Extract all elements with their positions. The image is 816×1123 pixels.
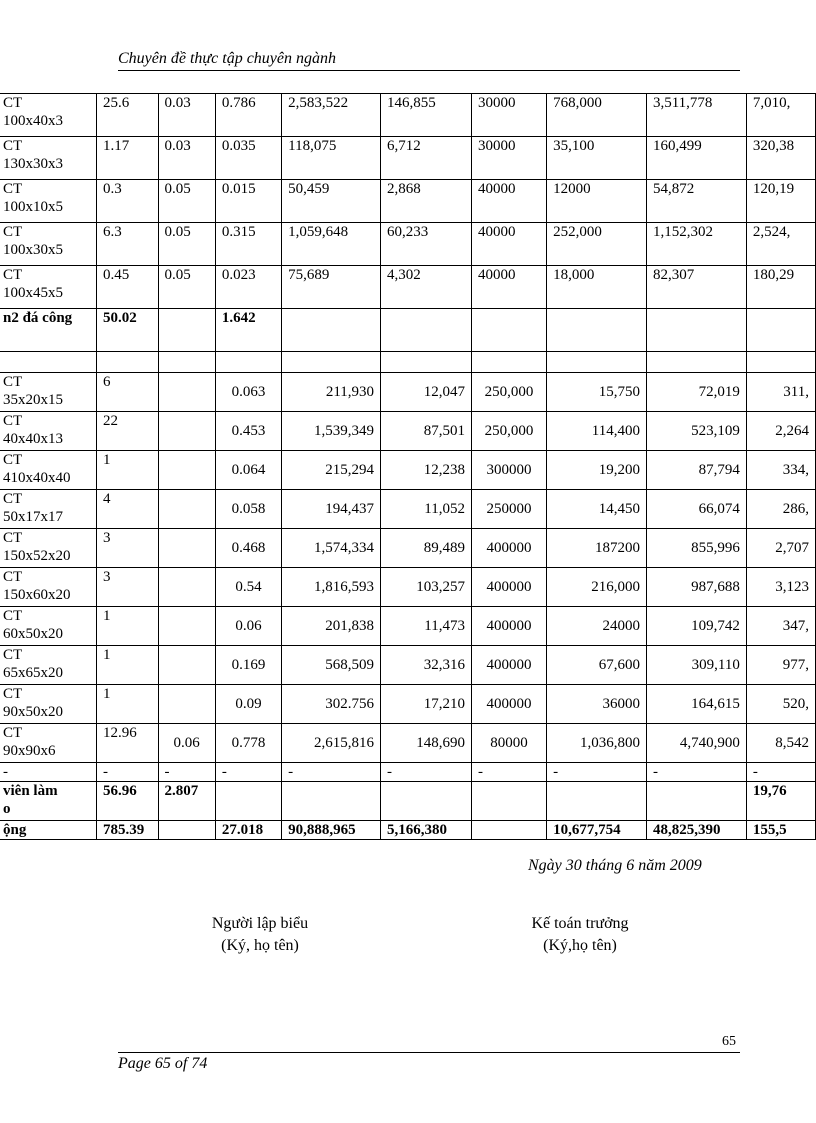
cell-c8: 66,074 bbox=[646, 490, 746, 529]
cell-c7: 114,400 bbox=[547, 412, 647, 451]
cell-c2 bbox=[158, 373, 215, 412]
table-row bbox=[0, 137, 816, 180]
cell bbox=[158, 352, 215, 373]
cell-c6: 30000 bbox=[471, 137, 546, 180]
cell-c2: 0.05 bbox=[158, 180, 215, 223]
accountant-title: Kế toán trưởng bbox=[531, 915, 629, 932]
table-row bbox=[0, 607, 816, 646]
cell-c7: 14,450 bbox=[547, 490, 647, 529]
cell-c3: 0.064 bbox=[215, 451, 281, 490]
item-name-line: 35x20x15 bbox=[3, 392, 63, 408]
cell-c2 bbox=[158, 412, 215, 451]
cell-c3: 0.023 bbox=[215, 266, 281, 309]
signature-chief-accountant bbox=[505, 913, 655, 957]
cell-c2: 0.03 bbox=[158, 137, 215, 180]
item-name bbox=[0, 94, 96, 137]
cell-c5: 146,855 bbox=[381, 94, 472, 137]
cell-c8: 54,872 bbox=[646, 180, 746, 223]
cell bbox=[381, 782, 472, 821]
header-divider bbox=[118, 70, 740, 71]
cell-c3: 0.063 bbox=[215, 373, 281, 412]
cell-c9: 8,542 bbox=[746, 724, 815, 763]
dash-cell: - bbox=[215, 763, 281, 782]
dash-cell: - bbox=[158, 763, 215, 782]
item-name-line: 40x40x13 bbox=[3, 431, 63, 447]
table-body-subtotal-1 bbox=[0, 309, 816, 373]
cell-c8: 72,019 bbox=[646, 373, 746, 412]
cell-c3: 0.015 bbox=[215, 180, 281, 223]
table-body-totals bbox=[0, 763, 816, 840]
cell-c5: 17,210 bbox=[381, 685, 472, 724]
item-name-line: CT bbox=[3, 138, 23, 154]
total-c4: 90,888,965 bbox=[282, 821, 381, 840]
cell-c2: 0.05 bbox=[158, 223, 215, 266]
item-name-line: CT bbox=[3, 686, 23, 702]
cell-c6: 30000 bbox=[471, 94, 546, 137]
cell-c5: 12,047 bbox=[381, 373, 472, 412]
dash-row bbox=[0, 763, 816, 782]
table-row bbox=[0, 568, 816, 607]
cell-c6: 250000 bbox=[471, 490, 546, 529]
cell-c4: 211,930 bbox=[282, 373, 381, 412]
cost-table-wrapper bbox=[0, 93, 816, 840]
subtotal2-label-line1: viên làm bbox=[3, 783, 58, 799]
cell-c7: 15,750 bbox=[547, 373, 647, 412]
cell-c6: 400000 bbox=[471, 646, 546, 685]
cell-c4: 215,294 bbox=[282, 451, 381, 490]
cell-c4: 1,574,334 bbox=[282, 529, 381, 568]
cell bbox=[282, 352, 381, 373]
item-name-line: CT bbox=[3, 530, 23, 546]
cell-c1: 1 bbox=[96, 607, 158, 646]
cell-c7: 67,600 bbox=[547, 646, 647, 685]
cell bbox=[215, 352, 281, 373]
cell bbox=[158, 309, 215, 352]
cell bbox=[646, 352, 746, 373]
table-row bbox=[0, 94, 816, 137]
cell bbox=[471, 782, 546, 821]
cell-c5: 11,052 bbox=[381, 490, 472, 529]
item-name-line: 410x40x40 bbox=[3, 470, 71, 486]
subtotal2-label bbox=[0, 782, 96, 821]
footer-page-text: Page 65 of 74 bbox=[118, 1055, 208, 1072]
cell-c4: 1,059,648 bbox=[282, 223, 381, 266]
table-row bbox=[0, 266, 816, 309]
cell-c2: 0.03 bbox=[158, 94, 215, 137]
page-number: 65 bbox=[722, 1034, 736, 1049]
cell-c1: 1 bbox=[96, 685, 158, 724]
cell-c3: 0.315 bbox=[215, 223, 281, 266]
cell bbox=[646, 309, 746, 352]
table-row bbox=[0, 373, 816, 412]
cell-c2 bbox=[158, 529, 215, 568]
cell-c4: 568,509 bbox=[282, 646, 381, 685]
cell-c5: 89,489 bbox=[381, 529, 472, 568]
cell-c9: 520, bbox=[746, 685, 815, 724]
cell-c8: 87,794 bbox=[646, 451, 746, 490]
cell-c8: 1,152,302 bbox=[646, 223, 746, 266]
cell bbox=[381, 352, 472, 373]
cell-c8: 523,109 bbox=[646, 412, 746, 451]
subtotal2-c9: 19,76 bbox=[746, 782, 815, 821]
cell-c6: 40000 bbox=[471, 223, 546, 266]
cell bbox=[215, 782, 281, 821]
total-c8: 48,825,390 bbox=[646, 821, 746, 840]
cell-c9: 2,264 bbox=[746, 412, 815, 451]
cell bbox=[471, 309, 546, 352]
cell-c1: 1 bbox=[96, 646, 158, 685]
item-name bbox=[0, 373, 96, 412]
cell-c1: 22 bbox=[96, 412, 158, 451]
cell-c1: 4 bbox=[96, 490, 158, 529]
dash-cell: - bbox=[381, 763, 472, 782]
cell-c9: 977, bbox=[746, 646, 815, 685]
total-volume: 27.018 bbox=[215, 821, 281, 840]
cell-c1: 25.6 bbox=[96, 94, 158, 137]
cell-c5: 4,302 bbox=[381, 266, 472, 309]
cell-c4: 201,838 bbox=[282, 607, 381, 646]
cell-c7: 24000 bbox=[547, 607, 647, 646]
cell-c9: 286, bbox=[746, 490, 815, 529]
cell-c7: 216,000 bbox=[547, 568, 647, 607]
cell-c7: 252,000 bbox=[547, 223, 647, 266]
page-header-title: Chuyên đề thực tập chuyên ngành bbox=[118, 50, 336, 67]
cell-c5: 103,257 bbox=[381, 568, 472, 607]
item-name bbox=[0, 607, 96, 646]
dash-cell: - bbox=[646, 763, 746, 782]
spacer-row bbox=[0, 352, 816, 373]
cell-c7: 187200 bbox=[547, 529, 647, 568]
dash-cell: - bbox=[282, 763, 381, 782]
table-row bbox=[0, 412, 816, 451]
item-name bbox=[0, 724, 96, 763]
item-name-line: 50x17x17 bbox=[3, 509, 63, 525]
table-row bbox=[0, 490, 816, 529]
subtotal2-row bbox=[0, 782, 816, 821]
dash-cell: - bbox=[471, 763, 546, 782]
footer-divider bbox=[118, 1052, 740, 1053]
item-name-line: 90x90x6 bbox=[3, 743, 56, 759]
cell-c6: 300000 bbox=[471, 451, 546, 490]
total-c7: 10,677,754 bbox=[547, 821, 647, 840]
table-row bbox=[0, 724, 816, 763]
cell-c8: 309,110 bbox=[646, 646, 746, 685]
cell-c5: 11,473 bbox=[381, 607, 472, 646]
cell-c7: 18,000 bbox=[547, 266, 647, 309]
cell-c3: 0.453 bbox=[215, 412, 281, 451]
cell-c6: 250,000 bbox=[471, 373, 546, 412]
cell bbox=[96, 352, 158, 373]
cell-c6: 400000 bbox=[471, 529, 546, 568]
subtotal-row bbox=[0, 309, 816, 352]
table-row bbox=[0, 451, 816, 490]
cell-c4: 75,689 bbox=[282, 266, 381, 309]
subtotal2-qty: 56.96 bbox=[96, 782, 158, 821]
cell-c1: 1.17 bbox=[96, 137, 158, 180]
cell-c4: 2,615,816 bbox=[282, 724, 381, 763]
cell-c9: 7,010, bbox=[746, 94, 815, 137]
cell bbox=[471, 821, 546, 840]
cell-c6: 250,000 bbox=[471, 412, 546, 451]
cell-c9: 3,123 bbox=[746, 568, 815, 607]
item-name bbox=[0, 529, 96, 568]
cell-c2: 0.06 bbox=[158, 724, 215, 763]
item-name-line: CT bbox=[3, 95, 23, 111]
item-name-line: CT bbox=[3, 725, 23, 741]
cell-c1: 3 bbox=[96, 529, 158, 568]
cell-c4: 50,459 bbox=[282, 180, 381, 223]
cell-c2 bbox=[158, 451, 215, 490]
cell-c1: 0.3 bbox=[96, 180, 158, 223]
cell-c1: 1 bbox=[96, 451, 158, 490]
table-row bbox=[0, 646, 816, 685]
cell-c1: 0.45 bbox=[96, 266, 158, 309]
cell-c9: 120,19 bbox=[746, 180, 815, 223]
cell bbox=[282, 782, 381, 821]
cell-c5: 60,233 bbox=[381, 223, 472, 266]
cell-c7: 35,100 bbox=[547, 137, 647, 180]
item-name-line: 150x52x20 bbox=[3, 548, 71, 564]
cell-c3: 0.058 bbox=[215, 490, 281, 529]
cell-c7: 1,036,800 bbox=[547, 724, 647, 763]
cell-c1: 6.3 bbox=[96, 223, 158, 266]
item-name-line: 100x40x3 bbox=[3, 113, 63, 129]
item-name bbox=[0, 568, 96, 607]
accountant-note: (Ký,họ tên) bbox=[543, 937, 617, 954]
total-c5: 5,166,380 bbox=[381, 821, 472, 840]
cell-c9: 320,38 bbox=[746, 137, 815, 180]
cell-c3: 0.778 bbox=[215, 724, 281, 763]
cell bbox=[646, 782, 746, 821]
dash-cell: - bbox=[547, 763, 647, 782]
cell-c7: 19,200 bbox=[547, 451, 647, 490]
cell-c5: 6,712 bbox=[381, 137, 472, 180]
cell-c2 bbox=[158, 568, 215, 607]
cell-c3: 0.54 bbox=[215, 568, 281, 607]
cell-c6: 400000 bbox=[471, 568, 546, 607]
cell-c2 bbox=[158, 685, 215, 724]
cell-c8: 160,499 bbox=[646, 137, 746, 180]
dash-cell: - bbox=[746, 763, 815, 782]
cell-c4: 1,816,593 bbox=[282, 568, 381, 607]
item-name-line: 150x60x20 bbox=[3, 587, 71, 603]
item-name bbox=[0, 646, 96, 685]
cell-c1: 6 bbox=[96, 373, 158, 412]
cell-c3: 0.035 bbox=[215, 137, 281, 180]
item-name bbox=[0, 266, 96, 309]
item-name-line: CT bbox=[3, 181, 23, 197]
cell-c7: 12000 bbox=[547, 180, 647, 223]
cost-table bbox=[0, 93, 816, 840]
subtotal2-c2: 2.807 bbox=[158, 782, 215, 821]
item-name-line: 130x30x3 bbox=[3, 156, 63, 172]
cell-c6: 80000 bbox=[471, 724, 546, 763]
cell-c4: 118,075 bbox=[282, 137, 381, 180]
cell-c9: 180,29 bbox=[746, 266, 815, 309]
item-name-line: CT bbox=[3, 647, 23, 663]
cell bbox=[547, 352, 647, 373]
subtotal-volume: 1.642 bbox=[215, 309, 281, 352]
cell-c5: 148,690 bbox=[381, 724, 472, 763]
total-c9: 155,5 bbox=[746, 821, 815, 840]
item-name bbox=[0, 685, 96, 724]
item-name-line: 100x30x5 bbox=[3, 242, 63, 258]
subtotal-label: n2 đá công bbox=[0, 309, 96, 352]
preparer-note: (Ký, họ tên) bbox=[221, 937, 299, 954]
item-name bbox=[0, 451, 96, 490]
item-name bbox=[0, 137, 96, 180]
cell bbox=[158, 821, 215, 840]
cell-c8: 164,615 bbox=[646, 685, 746, 724]
cell bbox=[381, 309, 472, 352]
cell-c9: 347, bbox=[746, 607, 815, 646]
cell-c7: 36000 bbox=[547, 685, 647, 724]
cell-c5: 12,238 bbox=[381, 451, 472, 490]
cell-c6: 40000 bbox=[471, 266, 546, 309]
cell-c2 bbox=[158, 607, 215, 646]
cell-c2: 0.05 bbox=[158, 266, 215, 309]
cell-c6: 40000 bbox=[471, 180, 546, 223]
cell-c4: 1,539,349 bbox=[282, 412, 381, 451]
cell-c6: 400000 bbox=[471, 685, 546, 724]
cell-c4: 194,437 bbox=[282, 490, 381, 529]
cell-c5: 2,868 bbox=[381, 180, 472, 223]
cell bbox=[746, 352, 815, 373]
cell bbox=[282, 309, 381, 352]
item-name-line: CT bbox=[3, 413, 23, 429]
cell-c1: 3 bbox=[96, 568, 158, 607]
dash-cell: - bbox=[96, 763, 158, 782]
item-name-line: CT bbox=[3, 374, 23, 390]
cell-c6: 400000 bbox=[471, 607, 546, 646]
table-row bbox=[0, 529, 816, 568]
total-label: ộng bbox=[0, 821, 96, 840]
item-name-line: CT bbox=[3, 452, 23, 468]
table-body-group-2 bbox=[0, 373, 816, 763]
cell-c3: 0.786 bbox=[215, 94, 281, 137]
dash-cell: - bbox=[0, 763, 96, 782]
cell bbox=[547, 309, 647, 352]
cell-c5: 32,316 bbox=[381, 646, 472, 685]
table-row bbox=[0, 223, 816, 266]
item-name-line: CT bbox=[3, 267, 23, 283]
item-name-line: 65x65x20 bbox=[3, 665, 63, 681]
subtotal-qty: 50.02 bbox=[96, 309, 158, 352]
cell-c8: 3,511,778 bbox=[646, 94, 746, 137]
subtotal2-label-line2: o bbox=[3, 801, 11, 817]
cell-c1: 12.96 bbox=[96, 724, 158, 763]
cell-c8: 82,307 bbox=[646, 266, 746, 309]
cell-c8: 987,688 bbox=[646, 568, 746, 607]
item-name-line: CT bbox=[3, 608, 23, 624]
item-name-line: 100x45x5 bbox=[3, 285, 63, 301]
item-name-line: 100x10x5 bbox=[3, 199, 63, 215]
total-qty: 785.39 bbox=[96, 821, 158, 840]
table-row bbox=[0, 180, 816, 223]
cell-c2 bbox=[158, 490, 215, 529]
cell-c4: 302.756 bbox=[282, 685, 381, 724]
total-row bbox=[0, 821, 816, 840]
cell-c9: 2,707 bbox=[746, 529, 815, 568]
cell-c9: 334, bbox=[746, 451, 815, 490]
cell-c8: 855,996 bbox=[646, 529, 746, 568]
item-name bbox=[0, 490, 96, 529]
cell bbox=[746, 309, 815, 352]
item-name-line: CT bbox=[3, 569, 23, 585]
signature-preparer bbox=[190, 913, 330, 957]
table-row bbox=[0, 685, 816, 724]
cell-c3: 0.169 bbox=[215, 646, 281, 685]
cell-c8: 109,742 bbox=[646, 607, 746, 646]
item-name-line: 60x50x20 bbox=[3, 626, 63, 642]
preparer-title: Người lập biểu bbox=[211, 915, 309, 932]
cell bbox=[471, 352, 546, 373]
item-name bbox=[0, 180, 96, 223]
item-name-line: CT bbox=[3, 491, 23, 507]
item-name-line: CT bbox=[3, 224, 23, 240]
cell-c7: 768,000 bbox=[547, 94, 647, 137]
item-name-line: 90x50x20 bbox=[3, 704, 63, 720]
report-date: Ngày 30 tháng 6 năm 2009 bbox=[528, 857, 702, 874]
item-name bbox=[0, 412, 96, 451]
cell bbox=[0, 352, 96, 373]
cell-c3: 0.06 bbox=[215, 607, 281, 646]
cell bbox=[547, 782, 647, 821]
cell-c3: 0.468 bbox=[215, 529, 281, 568]
cell-c3: 0.09 bbox=[215, 685, 281, 724]
cell-c9: 311, bbox=[746, 373, 815, 412]
table-body-group-1 bbox=[0, 94, 816, 309]
item-name bbox=[0, 223, 96, 266]
cell-c2 bbox=[158, 646, 215, 685]
cell-c8: 4,740,900 bbox=[646, 724, 746, 763]
cell-c4: 2,583,522 bbox=[282, 94, 381, 137]
cell-c5: 87,501 bbox=[381, 412, 472, 451]
cell-c9: 2,524, bbox=[746, 223, 815, 266]
